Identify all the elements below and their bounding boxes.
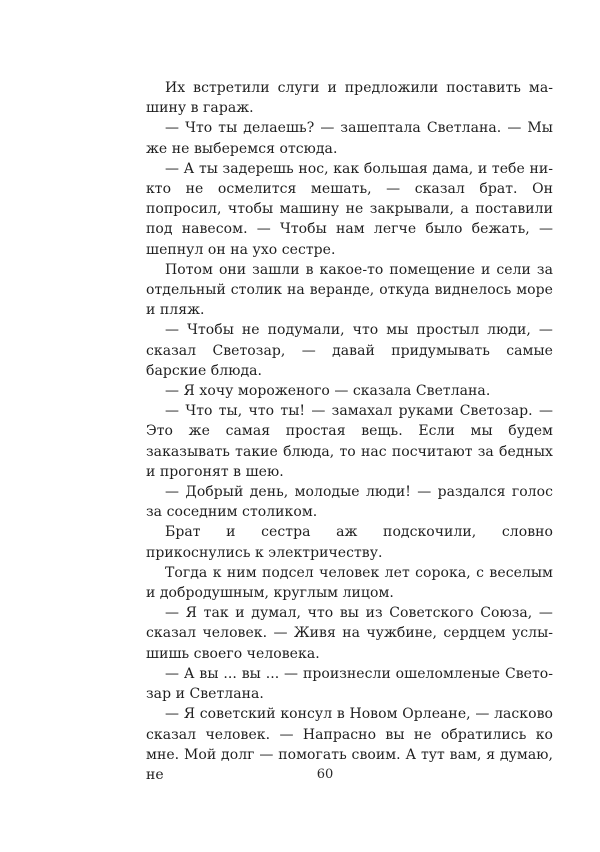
paragraph: — Добрый день, молодые люди! — раздался голос за соседним столиком. xyxy=(146,484,553,521)
body-text xyxy=(146,78,553,785)
paragraph: Потом они зашли в какое-то помещение и сели за отдельный столик на веранде, откуда виднелось море и пляж. xyxy=(146,261,553,319)
paragraph: — Чтобы не подумали, что мы простыл люди, — сказал Светозар, — давай придумывать самые барские блюда. xyxy=(146,322,553,379)
paragraph: — Я хочу мороженого — сказала Светлана. xyxy=(165,383,491,400)
paragraph: — Что ты, что ты! — замахал руками Светозар. — Это же самая простая вещь. Если мы будем заказывать такие блюда, то нас посчитают за бедных и прогонят в шею. xyxy=(146,403,553,480)
page-number: 60 xyxy=(316,767,334,782)
paragraph: — Я так и думал, что вы из Советского Союза, — сказал человек. — Живя на чужбине, сердцем услышишь своего человека. xyxy=(146,605,553,662)
paragraph: — Что ты делаешь? — зашептала Светлана. — Мы же не выберемся отсюда. xyxy=(146,120,553,157)
paragraph: Их встретили слуги и предложили поставить машину в гараж. xyxy=(146,80,553,117)
paragraph: Брат и сестра аж подскочили, словно прикоснулись к электричеству. xyxy=(146,524,553,561)
paragraph: — А вы ... вы ... — произнесли ошеломленые Светозар и Светлана. xyxy=(146,665,553,703)
paragraph: Тогда к ним подсел человек лет сорока, с веселым и добродушным, круглым лицом. xyxy=(146,564,553,602)
paragraph: — Я советский консул в Новом Орлеане, — ласково сказал человек. — Напрасно вы не обратились ко мне. Мой долг — помогать своим. А тут вам, я думаю, не xyxy=(146,706,553,783)
paragraph: — А ты задерешь нос, как большая дама, и тебе никто не осмелится мешать, — сказал брат. Он попросил, чтобы машину не закрывали, а поставили под навесом. — Чтобы нам легче было бежать, — шепнул он на ухо сестре. xyxy=(146,160,553,258)
